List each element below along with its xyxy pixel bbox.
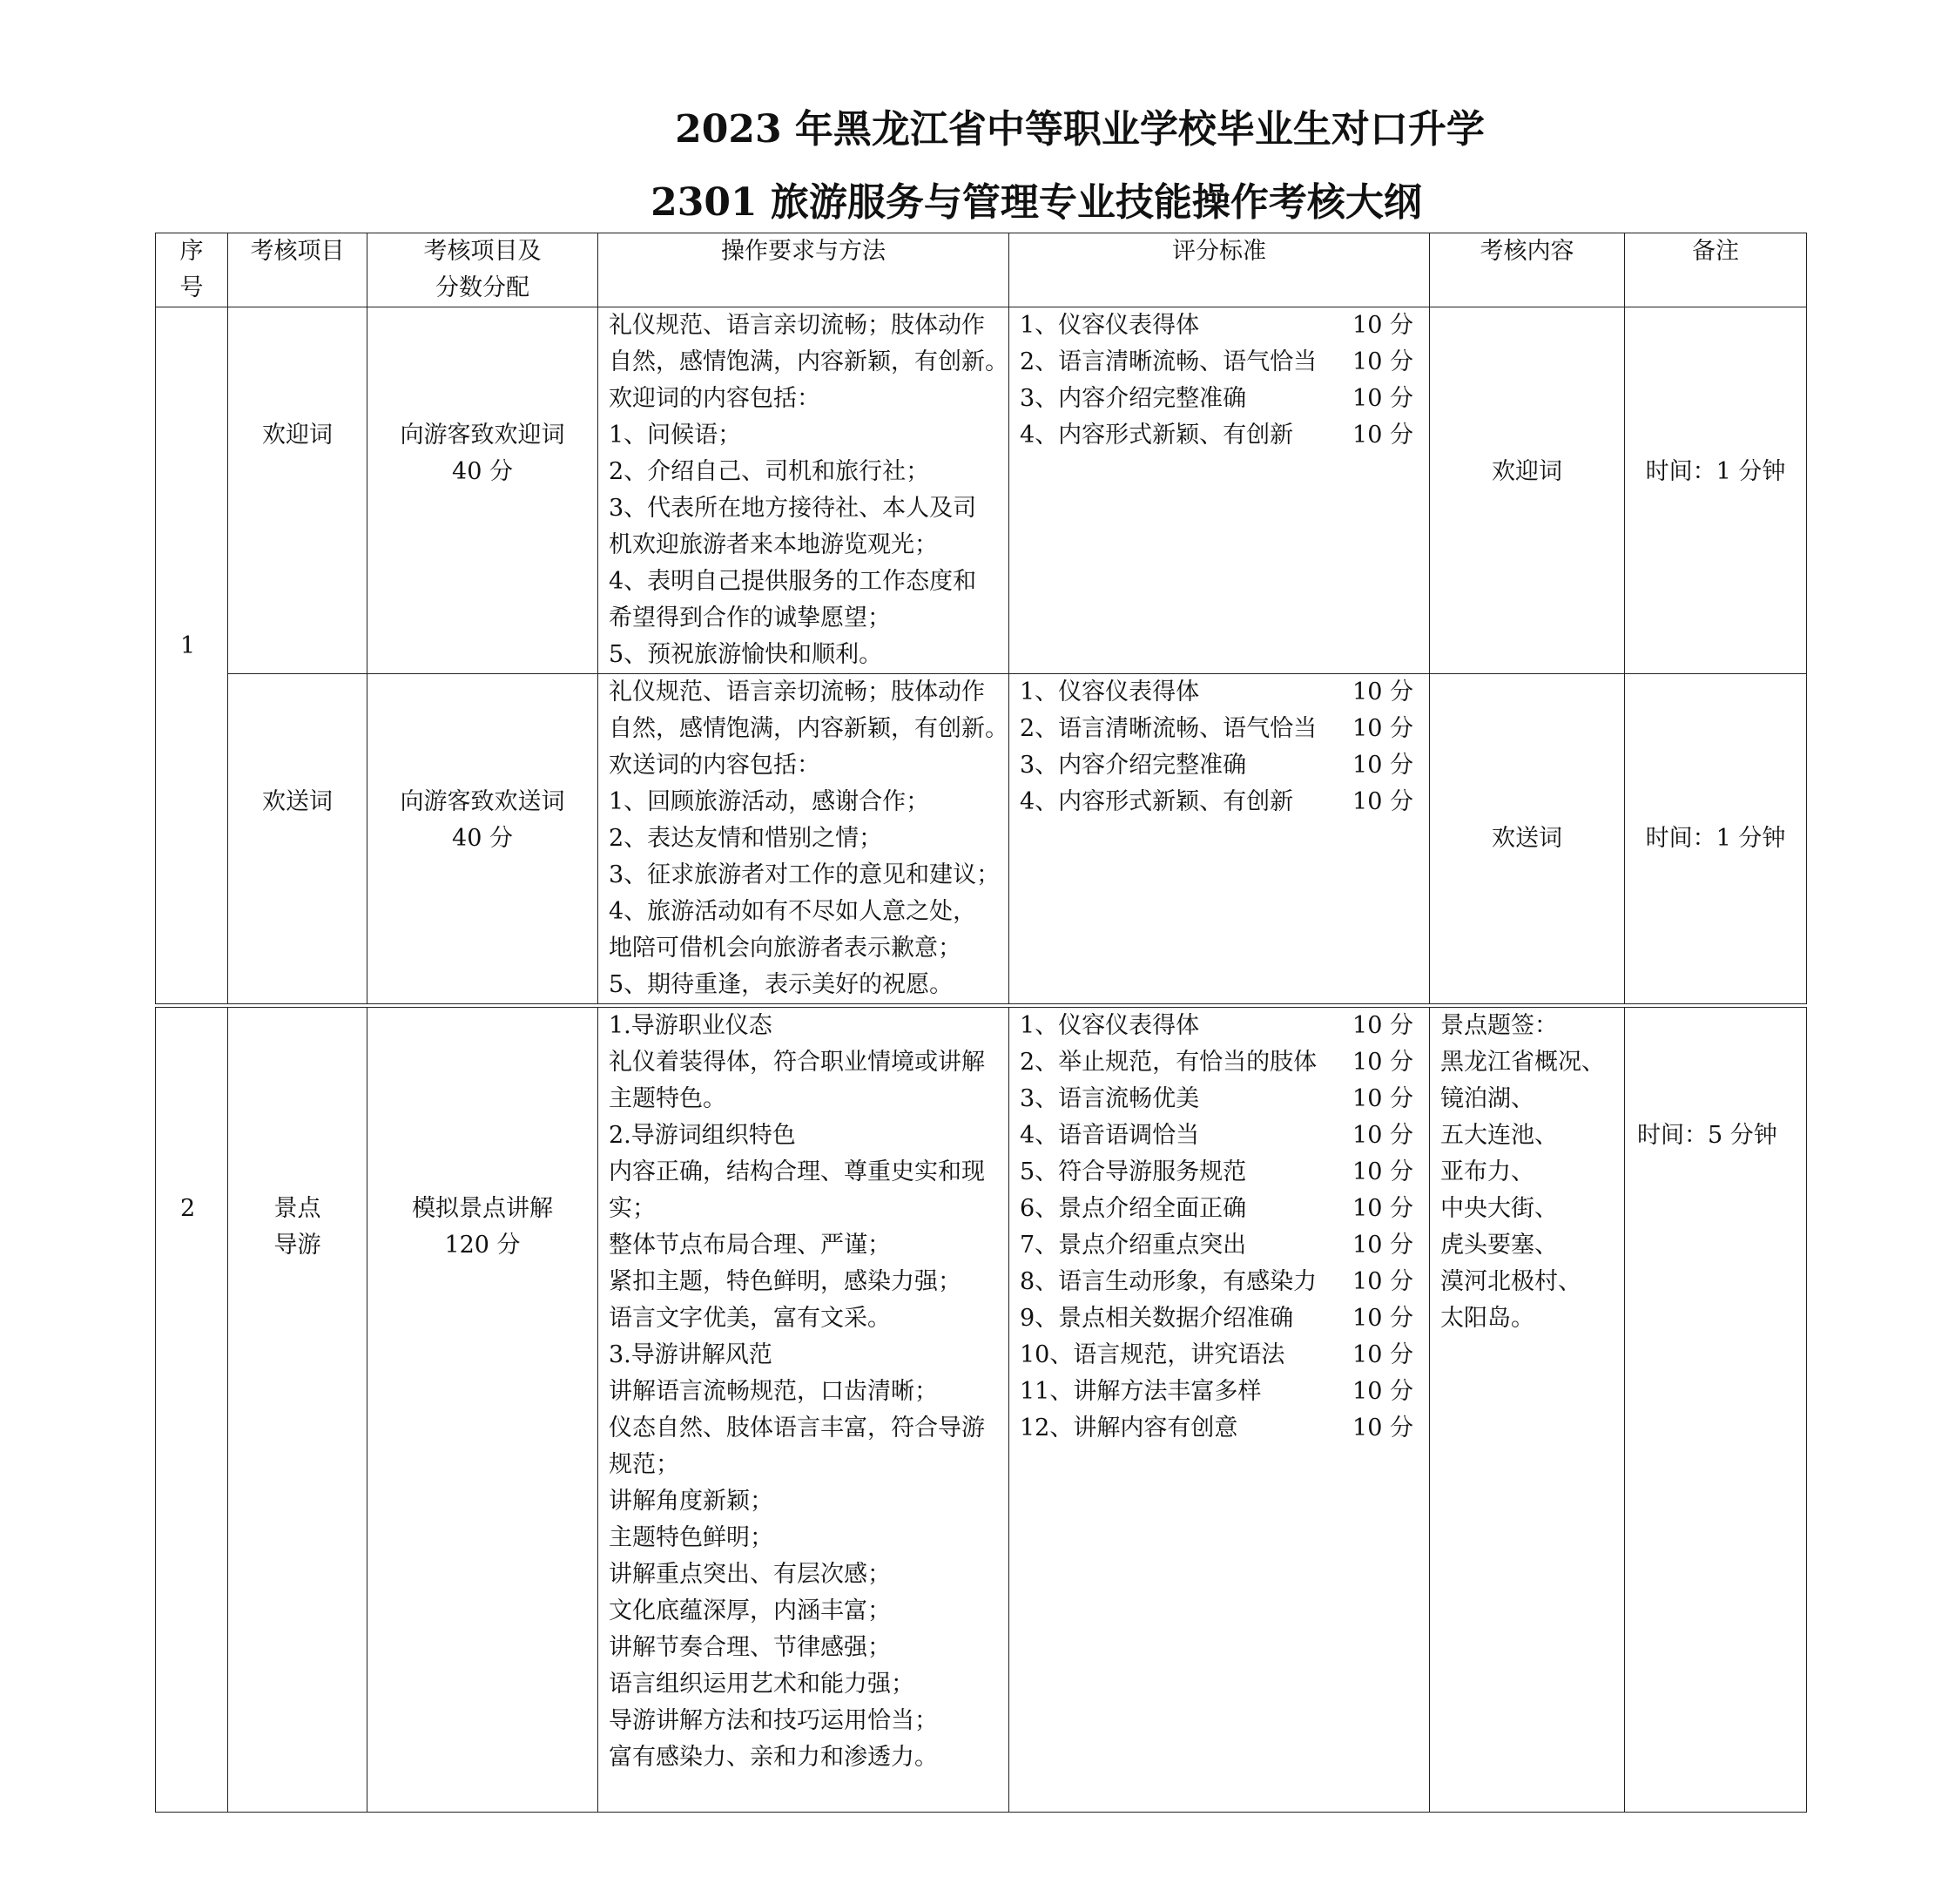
- text-line: 主题特色。: [609, 1085, 726, 1112]
- text-line: 语言文字优美，富有文采。: [609, 1305, 891, 1332]
- criteria-text: 2、语言清晰流畅、语气恰当: [1020, 715, 1318, 742]
- row-note: 时间：5 分钟: [1625, 1008, 1807, 1813]
- text-line: 欢送词的内容包括：: [609, 752, 820, 779]
- criteria-text: 7、景点介绍重点突出: [1020, 1232, 1247, 1259]
- criteria-text: 4、内容形式新颖、有创新: [1020, 422, 1294, 449]
- exam-table-part2: [155, 1007, 1807, 1813]
- row-item: 欢迎词: [228, 307, 367, 674]
- text-line: 太阳岛。: [1440, 1305, 1534, 1332]
- text-line: 讲解语言流畅规范，口齿清晰；: [609, 1378, 938, 1405]
- text-line: 地陪可借机会向旅游者表示歉意；: [609, 935, 961, 962]
- row-criteria: [1009, 1008, 1430, 1813]
- document-subtitle: 2301 旅游服务与管理专业技能操作考核大纲: [651, 180, 1422, 225]
- header-method: 操作要求与方法: [598, 233, 1009, 307]
- text-line: 黑龙江省概况、: [1440, 1049, 1605, 1076]
- criteria-item: [1020, 1337, 1419, 1374]
- criteria-item: [1020, 711, 1419, 747]
- row-task: 模拟景点讲解 120 分: [367, 1008, 598, 1813]
- document-title: 2023 年黑龙江省中等职业学校毕业生对口升学: [675, 107, 1485, 152]
- criteria-score: 10 分: [1352, 312, 1413, 339]
- criteria-text: 12、讲解内容有创意: [1020, 1414, 1238, 1442]
- criteria-item: [1020, 1191, 1419, 1227]
- criteria-score: 10 分: [1352, 1414, 1413, 1442]
- criteria-item: [1020, 1410, 1419, 1447]
- row-content: 欢迎词: [1430, 307, 1625, 674]
- row-item: 景点 导游: [228, 1008, 367, 1813]
- row-criteria: [1009, 307, 1430, 674]
- text-line: 景点题签：: [1440, 1012, 1558, 1039]
- text-line: 礼仪着装得体，符合职业情境或讲解: [609, 1049, 985, 1076]
- text-line: 5、期待重逢，表示美好的祝愿。: [609, 971, 954, 998]
- exam-table-part1: [155, 233, 1807, 1004]
- criteria-score: 10 分: [1352, 1232, 1413, 1259]
- text-line: 虎头要塞、: [1440, 1232, 1558, 1259]
- row-note: 时间：1 分钟: [1625, 307, 1807, 674]
- row-seq: 1: [156, 307, 228, 1004]
- criteria-text: 3、内容介绍完整准确: [1020, 385, 1247, 412]
- text-line: 1、问候语；: [609, 422, 742, 449]
- criteria-item: [1020, 747, 1419, 784]
- criteria-item: [1020, 1264, 1419, 1300]
- criteria-item: [1020, 1117, 1419, 1154]
- criteria-score: 10 分: [1352, 1341, 1413, 1368]
- criteria-score: 10 分: [1352, 752, 1413, 779]
- criteria-score: 10 分: [1352, 1012, 1413, 1039]
- criteria-text: 1、仪容仪表得体: [1020, 312, 1200, 339]
- text-line: 希望得到合作的诚挚愿望；: [609, 604, 891, 631]
- criteria-text: 11、讲解方法丰富多样: [1020, 1378, 1262, 1405]
- text-line: 紧扣主题，特色鲜明，感染力强；: [609, 1268, 961, 1295]
- criteria-item: [1020, 307, 1419, 344]
- criteria-text: 1、仪容仪表得体: [1020, 1012, 1200, 1039]
- text-line: 3、代表所在地方接待社、本人及司: [609, 495, 977, 522]
- text-line: 自然，感情饱满，内容新颖，有创新。: [609, 348, 1008, 375]
- criteria-text: 2、语言清晰流畅、语气恰当: [1020, 348, 1318, 375]
- text-line: 1.导游职业仪态: [609, 1012, 772, 1039]
- table-header-row: [156, 233, 1807, 307]
- criteria-score: 10 分: [1352, 385, 1413, 412]
- criteria-score: 10 分: [1352, 715, 1413, 742]
- criteria-item: [1020, 674, 1419, 711]
- criteria-item: [1020, 1374, 1419, 1410]
- criteria-score: 10 分: [1352, 788, 1413, 815]
- text-line: 礼仪规范、语言亲切流畅；肢体动作: [609, 679, 985, 706]
- table-row: [156, 674, 1807, 1004]
- criteria-text: 10、语言规范，讲究语法: [1020, 1341, 1285, 1368]
- text-line: 2.导游词组织特色: [609, 1122, 796, 1149]
- criteria-item: [1020, 381, 1419, 417]
- row-item: 欢送词: [228, 674, 367, 1004]
- row-criteria: [1009, 674, 1430, 1004]
- criteria-item: [1020, 1227, 1419, 1264]
- criteria-item: [1020, 1081, 1419, 1117]
- row-method: [598, 674, 1009, 1004]
- header-criteria: 评分标准: [1009, 233, 1430, 307]
- criteria-score: 10 分: [1352, 1049, 1413, 1076]
- criteria-score: 10 分: [1352, 1085, 1413, 1112]
- text-line: 语言组织运用艺术和能力强；: [609, 1671, 914, 1698]
- criteria-score: 10 分: [1352, 422, 1413, 449]
- text-line: 文化底蕴深厚，内涵丰富；: [609, 1597, 891, 1624]
- text-line: 实；: [609, 1195, 656, 1222]
- criteria-text: 5、符合导游服务规范: [1020, 1158, 1247, 1185]
- text-line: 3、征求旅游者对工作的意见和建议；: [609, 861, 1001, 888]
- criteria-text: 2、举止规范，有恰当的肢体: [1020, 1049, 1318, 1076]
- criteria-item: [1020, 344, 1419, 381]
- criteria-text: 9、景点相关数据介绍准确: [1020, 1305, 1294, 1332]
- row-content: 欢送词: [1430, 674, 1625, 1004]
- criteria-text: 3、内容介绍完整准确: [1020, 752, 1247, 779]
- text-line: 富有感染力、亲和力和渗透力。: [609, 1744, 938, 1771]
- row-method: [598, 307, 1009, 674]
- text-line: 镜泊湖、: [1440, 1085, 1534, 1112]
- text-line: 5、预祝旅游愉快和顺利。: [609, 641, 883, 668]
- text-line: 自然，感情饱满，内容新颖，有创新。: [609, 715, 1008, 742]
- text-line: 讲解重点突出、有层次感；: [609, 1561, 891, 1588]
- criteria-score: 10 分: [1352, 1158, 1413, 1185]
- text-line: 整体节点布局合理、严谨；: [609, 1232, 891, 1259]
- criteria-item: [1020, 1300, 1419, 1337]
- criteria-score: 10 分: [1352, 1122, 1413, 1149]
- table-row: [156, 1008, 1807, 1813]
- row-content: [1430, 1008, 1625, 1813]
- header-seq: 序 号: [156, 233, 228, 307]
- text-line: 礼仪规范、语言亲切流畅；肢体动作: [609, 312, 985, 339]
- text-line: 讲解节奏合理、节律感强；: [609, 1634, 891, 1661]
- criteria-text: 8、语言生动形象，有感染力: [1020, 1268, 1318, 1295]
- criteria-item: [1020, 1044, 1419, 1081]
- criteria-score: 10 分: [1352, 1378, 1413, 1405]
- criteria-score: 10 分: [1352, 1268, 1413, 1295]
- text-line: 规范；: [609, 1451, 679, 1478]
- criteria-score: 10 分: [1352, 679, 1413, 706]
- row-task: 向游客致欢迎词 40 分: [367, 307, 598, 674]
- row-seq: 2: [156, 1008, 228, 1813]
- row-task: 向游客致欢送词 40 分: [367, 674, 598, 1004]
- text-line: 4、表明自己提供服务的工作态度和: [609, 568, 977, 595]
- text-line: 2、表达友情和惜别之情；: [609, 825, 883, 852]
- criteria-item: [1020, 784, 1419, 820]
- criteria-text: 4、语音语调恰当: [1020, 1122, 1200, 1149]
- text-line: 4、旅游活动如有不尽如人意之处，: [609, 898, 977, 925]
- text-line: 欢迎词的内容包括：: [609, 385, 820, 412]
- criteria-item: [1020, 417, 1419, 454]
- row-note: 时间：1 分钟: [1625, 674, 1807, 1004]
- text-line: 2、介绍自己、司机和旅行社；: [609, 458, 930, 485]
- text-line: 主题特色鲜明；: [609, 1524, 773, 1551]
- text-line: 讲解角度新颖；: [609, 1488, 773, 1515]
- text-line: 五大连池、: [1440, 1122, 1558, 1149]
- text-line: 机欢迎旅游者来本地游览观光；: [609, 531, 938, 558]
- criteria-text: 1、仪容仪表得体: [1020, 679, 1200, 706]
- criteria-text: 4、内容形式新颖、有创新: [1020, 788, 1294, 815]
- header-content: 考核内容: [1430, 233, 1625, 307]
- criteria-text: 3、语言流畅优美: [1020, 1085, 1200, 1112]
- criteria-score: 10 分: [1352, 1195, 1413, 1222]
- text-line: 亚布力、: [1440, 1158, 1534, 1185]
- row-method: [598, 1008, 1009, 1813]
- text-line: 中央大街、: [1440, 1195, 1558, 1222]
- criteria-text: 6、景点介绍全面正确: [1020, 1195, 1247, 1222]
- criteria-score: 10 分: [1352, 348, 1413, 375]
- header-note: 备注: [1625, 233, 1807, 307]
- text-line: 内容正确，结构合理、尊重史实和现: [609, 1158, 985, 1185]
- text-line: 漠河北极村、: [1440, 1268, 1581, 1295]
- table-row: [156, 307, 1807, 674]
- text-line: 仪态自然、肢体语言丰富，符合导游: [609, 1414, 985, 1442]
- header-item: 考核项目: [228, 233, 367, 307]
- text-line: 导游讲解方法和技巧运用恰当；: [609, 1707, 938, 1734]
- criteria-item: [1020, 1154, 1419, 1191]
- text-line: 1、回顾旅游活动，感谢合作；: [609, 788, 930, 815]
- text-line: 3.导游讲解风范: [609, 1341, 772, 1368]
- header-item-score: 考核项目及 分数分配: [367, 233, 598, 307]
- criteria-item: [1020, 1008, 1419, 1044]
- criteria-score: 10 分: [1352, 1305, 1413, 1332]
